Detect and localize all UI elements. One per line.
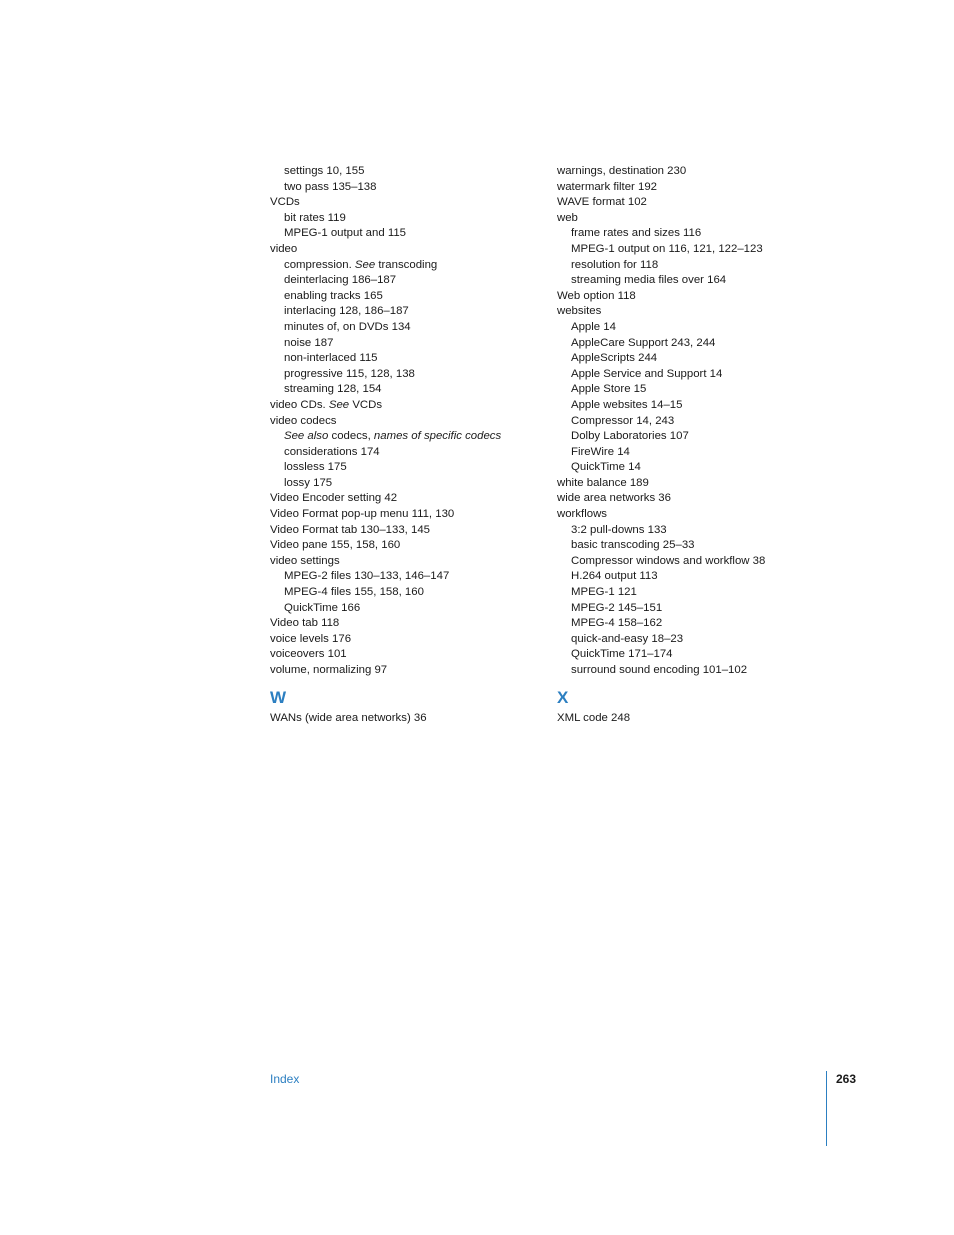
index-subentry: FireWire 14 xyxy=(571,445,630,458)
index-entry xyxy=(270,398,530,414)
index-entry: white balance 189 xyxy=(557,476,649,489)
index-subentry: AppleScripts 244 xyxy=(571,352,658,365)
index-subentry: bit rates 119 xyxy=(284,211,346,224)
index-subentry: Apple Service and Support 14 xyxy=(571,367,723,380)
index-section-entries xyxy=(270,711,530,727)
index-subentry: streaming 128, 154 xyxy=(284,383,382,396)
index-entries xyxy=(270,164,530,679)
index-entry: video settings xyxy=(270,554,340,567)
index-entry: Video pane 155, 158, 160 xyxy=(270,539,401,552)
index-subentry: Compressor 14, 243 xyxy=(571,414,675,427)
index-entry: XML code 248 xyxy=(557,711,631,724)
index-entry: Video Format tab 130–133, 145 xyxy=(270,523,431,536)
section-letter-w: W xyxy=(270,687,287,707)
index-subentry: progressive 115, 128, 138 xyxy=(284,367,415,380)
index-subentry: QuickTime 14 xyxy=(571,461,641,474)
index-entry: Video tab 118 xyxy=(270,617,340,630)
entry-text-part: transcoding xyxy=(375,258,438,271)
index-subentry: considerations 174 xyxy=(284,445,380,458)
index-subentry: Apple Store 15 xyxy=(571,383,647,396)
index-subentry: Apple 14 xyxy=(571,320,616,333)
index-subentry: MPEG-1 121 xyxy=(571,586,637,599)
index-subentry: Dolby Laboratories 107 xyxy=(571,430,689,443)
entry-text-part: VCDs xyxy=(349,398,383,411)
page-number: 263 xyxy=(836,1072,857,1086)
index-column-right xyxy=(557,164,817,726)
index-subentry: quick-and-easy 18–23 xyxy=(571,632,684,645)
entry-text-part: video CDs. xyxy=(270,398,329,411)
index-entry: Video Format pop-up menu 111, 130 xyxy=(270,508,455,521)
index-subentry: interlacing 128, 186–187 xyxy=(284,305,409,318)
entry-text-part: names of specific codecs xyxy=(373,430,502,443)
index-entry: voiceovers 101 xyxy=(270,648,347,661)
index-subentry: lossy 175 xyxy=(284,476,333,489)
index-subentry: lossless 175 xyxy=(284,461,347,474)
index-subentry: minutes of, on DVDs 134 xyxy=(284,320,411,333)
index-column-left xyxy=(270,164,530,726)
index-entry: WANs (wide area networks) 36 xyxy=(270,711,427,724)
index-entry: workflows xyxy=(557,508,608,521)
index-entry: wide area networks 36 xyxy=(557,492,671,505)
index-subentry: surround sound encoding 101–102 xyxy=(571,664,748,676)
footer-section-label: Index xyxy=(270,1072,300,1086)
index-entry: Web option 118 xyxy=(557,289,636,302)
index-entry: warnings, destination 230 xyxy=(557,165,687,177)
index-subentry: MPEG-1 output on 116, 121, 122–123 xyxy=(571,242,763,255)
entry-text-part: See also xyxy=(284,430,329,443)
index-entry: video xyxy=(270,242,298,255)
index-subentry: QuickTime 166 xyxy=(284,601,361,614)
index-entry: VCDs xyxy=(270,196,300,209)
index-subentry: noise 187 xyxy=(284,336,334,349)
index-entry: web xyxy=(557,211,578,224)
index-subentry: MPEG-1 output and 115 xyxy=(284,227,406,240)
index-subentry: MPEG-2 145–151 xyxy=(571,601,663,614)
section-letter-x: X xyxy=(557,687,569,707)
index-subentry: deinterlacing 186–187 xyxy=(284,274,397,287)
index-subentry: enabling tracks 165 xyxy=(284,289,383,302)
index-subentry xyxy=(270,429,530,445)
index-entries xyxy=(557,164,817,679)
index-subentry: settings 10, 155 xyxy=(284,165,365,177)
index-subentry: QuickTime 171–174 xyxy=(571,648,673,661)
index-subentry: streaming media files over 164 xyxy=(571,274,727,287)
index-subentry: 3:2 pull-downs 133 xyxy=(571,523,667,536)
index-subentry: basic transcoding 25–33 xyxy=(571,539,695,552)
index-subentry: two pass 135–138 xyxy=(284,180,377,193)
index-subentry: H.264 output 113 xyxy=(571,570,658,583)
index-subentry: MPEG-4 158–162 xyxy=(571,617,663,630)
entry-text-part: See xyxy=(328,398,350,411)
index-subentry: MPEG-2 files 130–133, 146–147 xyxy=(284,570,450,583)
entry-text-part: compression. xyxy=(284,258,355,271)
index-subentry xyxy=(270,258,530,274)
index-subentry: non-interlaced 115 xyxy=(284,352,378,365)
entry-text-part: See xyxy=(354,258,376,271)
index-entry: watermark filter 192 xyxy=(557,180,658,193)
index-subentry: frame rates and sizes 116 xyxy=(571,227,702,240)
index-entry: voice levels 176 xyxy=(270,632,352,645)
index-subentry: MPEG-4 files 155, 158, 160 xyxy=(284,586,424,599)
index-subentry: resolution for 118 xyxy=(571,258,659,271)
index-subentry: AppleCare Support 243, 244 xyxy=(571,336,716,349)
index-subentry: Apple websites 14–15 xyxy=(571,398,683,411)
index-section-entries xyxy=(557,711,817,727)
index-entry: video codecs xyxy=(270,414,337,427)
index-entry: WAVE format 102 xyxy=(557,196,647,209)
index-entry: websites xyxy=(557,305,602,318)
index-entry: Video Encoder setting 42 xyxy=(270,492,398,505)
index-entry: volume, normalizing 97 xyxy=(270,664,388,676)
index-subentry: Compressor windows and workflow 38 xyxy=(571,554,766,567)
entry-text-part: codecs, xyxy=(328,430,374,443)
footer-divider xyxy=(826,1071,827,1146)
